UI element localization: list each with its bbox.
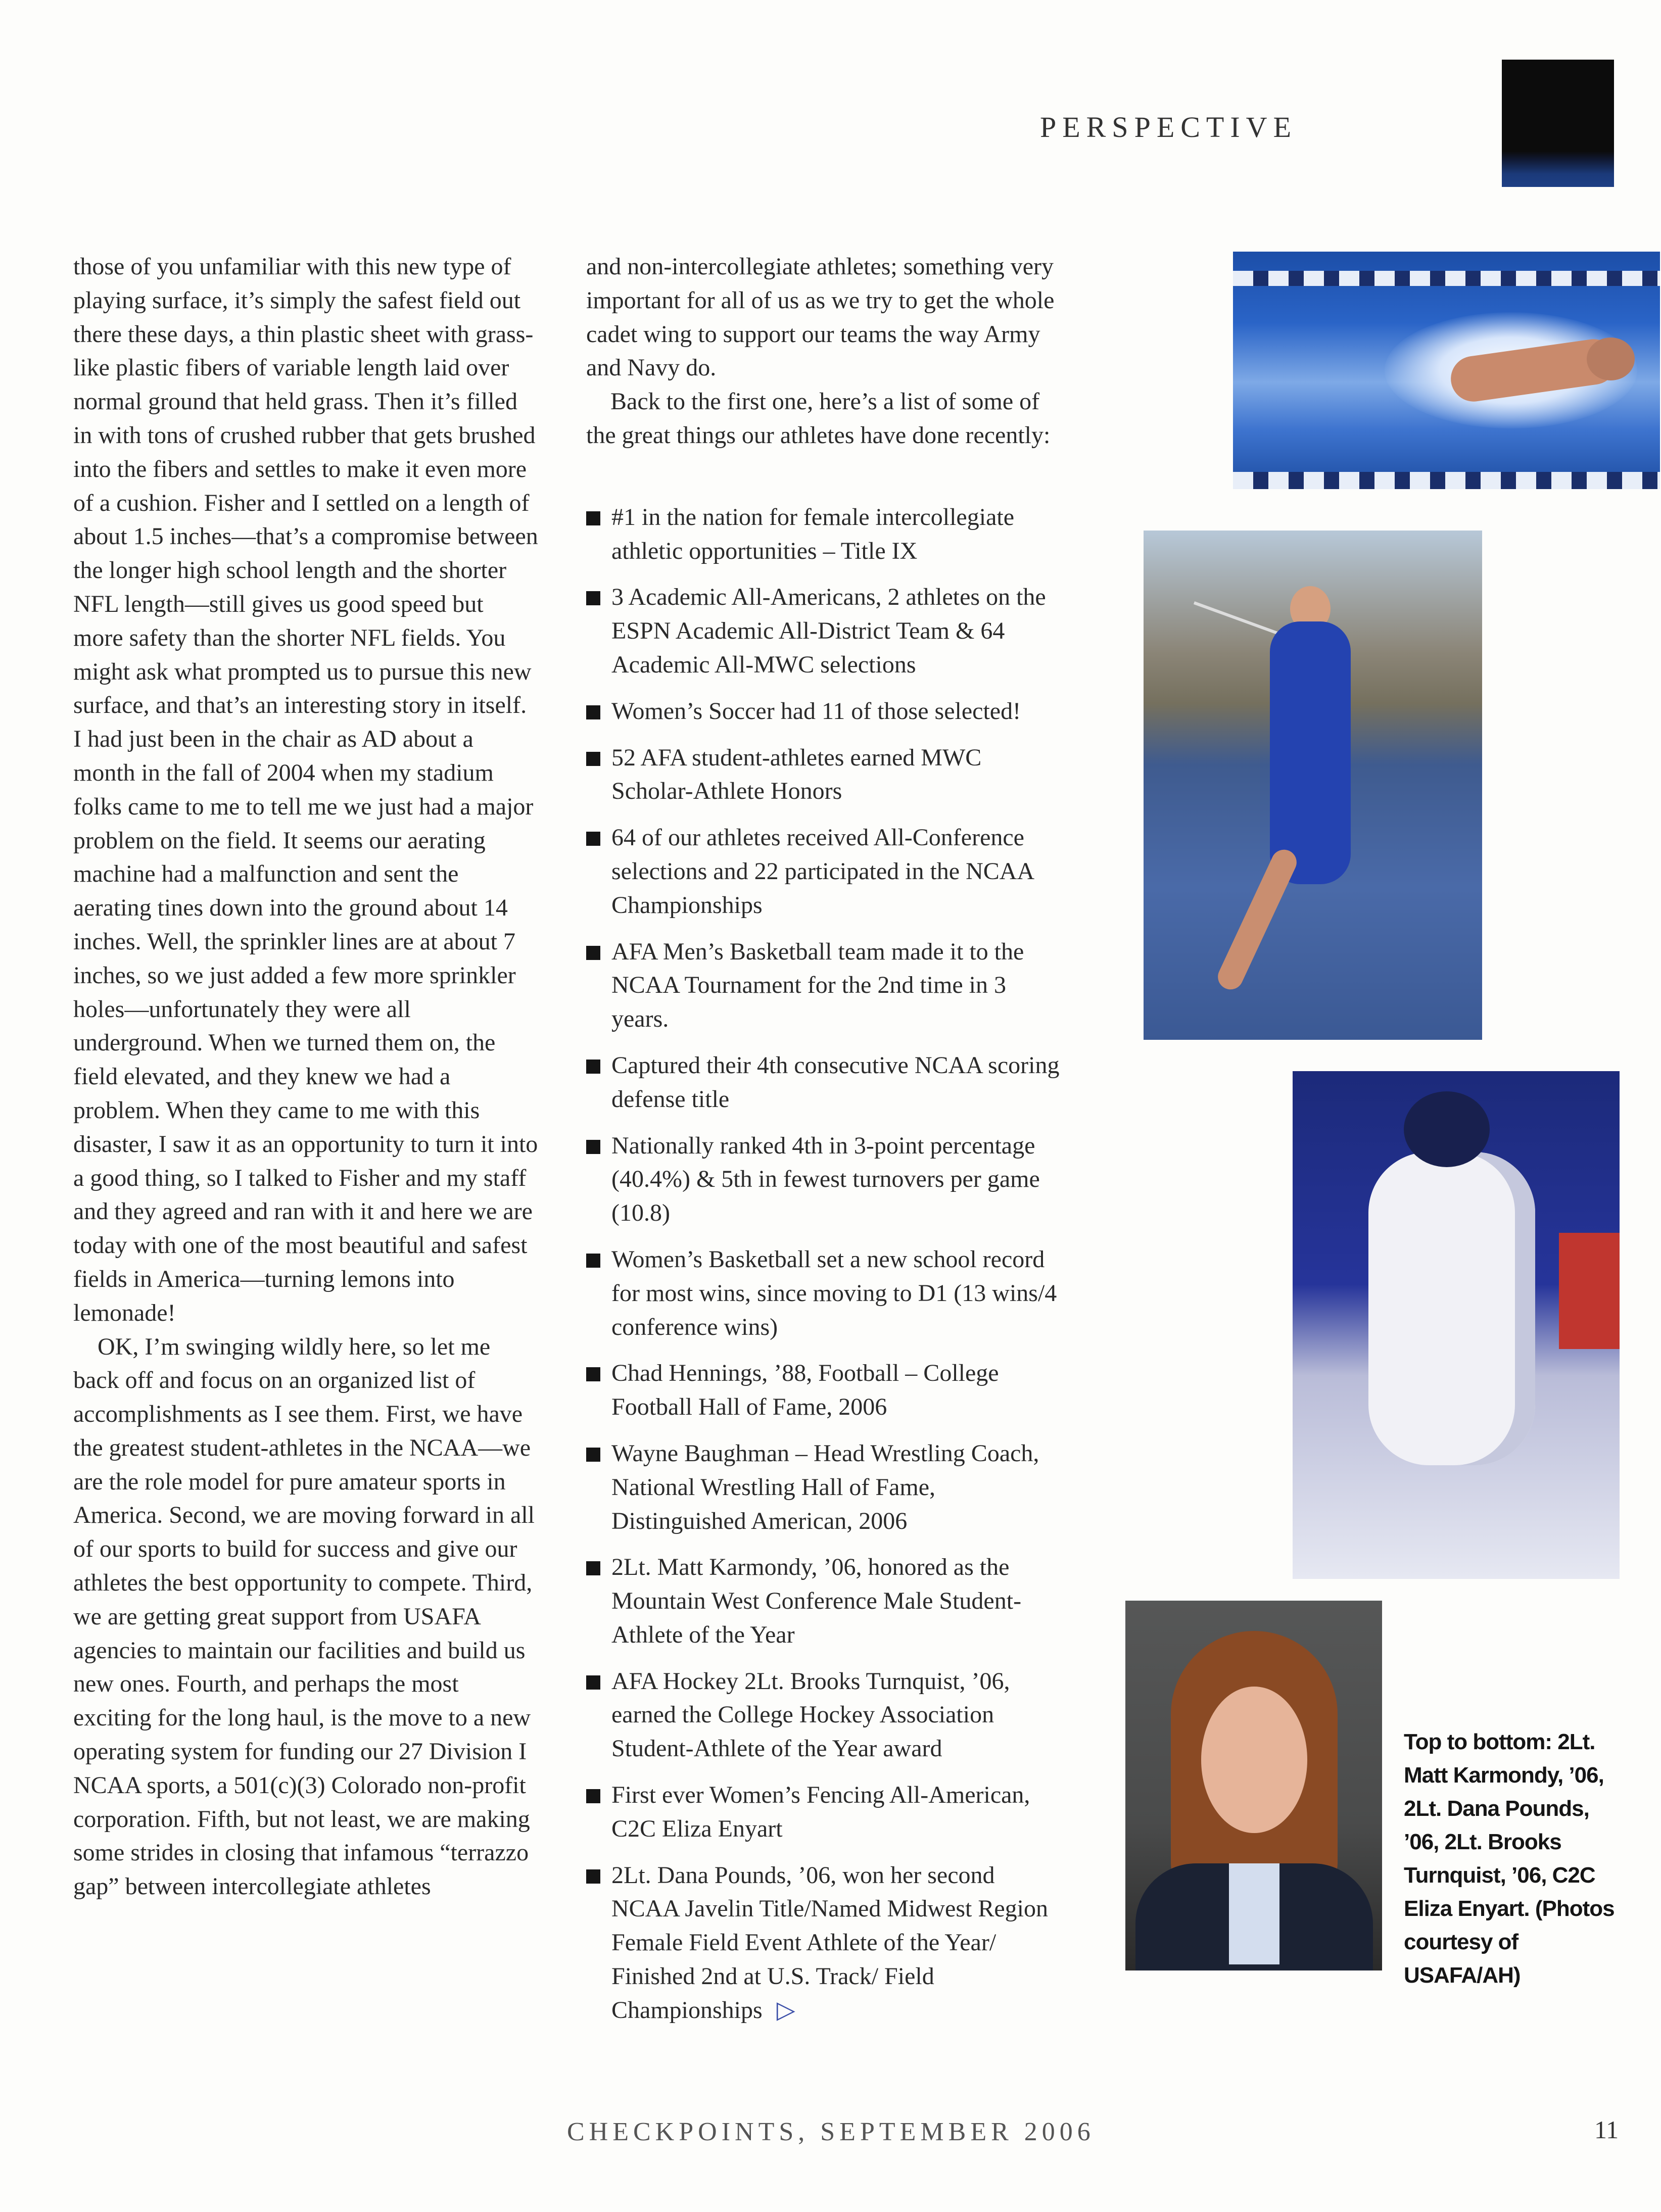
- list-item: Women’s Basketball set a new school record for most wins, since moving to D1 (13 wins/4 conference wins): [586, 1243, 1061, 1344]
- photo-javelin: [1144, 531, 1482, 1040]
- bullet-icon: [586, 1561, 600, 1575]
- list-item: Wayne Baughman – Head Wrestling Coach, National Wrestling Hall of Fame, Distinguished American, 2006: [586, 1437, 1061, 1538]
- photo-portrait: [1125, 1601, 1382, 1970]
- continue-arrow-icon: ▷: [776, 1996, 795, 2024]
- list-item: Women’s Soccer had 11 of those selected!: [586, 695, 1061, 729]
- left-column: [73, 250, 538, 1904]
- bullet-icon: [586, 1254, 600, 1268]
- footer-publication: CHECKPOINTS, SEPTEMBER 2006: [567, 2118, 1095, 2146]
- lane-rope-top: [1233, 271, 1660, 286]
- list-item: AFA Men’s Basketball team made it to the NCAA Tournament for the 2nd time in 3 years.: [586, 935, 1061, 1036]
- photo-swimmer: [1233, 252, 1660, 489]
- hockey-helmet: [1404, 1091, 1490, 1167]
- bullet-icon: [586, 1789, 600, 1803]
- bullet-icon: [586, 946, 600, 960]
- middle-paragraph-1: and non-intercollegiate athletes; something very important for all of us as we try to get the whole cadet wing to support our teams the way Army and Navy do.: [586, 253, 1055, 381]
- athlete-leg: [1214, 845, 1301, 993]
- photo-caption: Top to bottom: 2Lt. Matt Karmondy, ’06, 2Lt. Dana Pounds, ’06, 2Lt. Brooks Turnquist, ’06, C2C Eliza Enyart. (Photos courtesy of USAFA/AH): [1404, 1729, 1615, 1988]
- bullet-icon: [586, 1060, 600, 1074]
- list-item: Captured their 4th consecutive NCAA scoring defense title: [586, 1049, 1061, 1117]
- middle-column: [586, 250, 1061, 2040]
- photo-hockey: [1293, 1071, 1620, 1579]
- bullet-icon: [586, 752, 600, 766]
- bullet-icon: [586, 1675, 600, 1690]
- lane-rope-bottom: [1233, 472, 1660, 489]
- bullet-icon: [586, 1367, 600, 1381]
- portrait-face: [1201, 1687, 1307, 1833]
- bullet-icon: [586, 705, 600, 719]
- accomplishments-list: [586, 501, 1061, 2028]
- list-item: 3 Academic All-Americans, 2 athletes on the ESPN Academic All-District Team & 64 Academic All-MWC selections: [586, 581, 1061, 682]
- list-item: 2Lt. Matt Karmondy, ’06, honored as the Mountain West Conference Male Student-Athlete of the Year: [586, 1551, 1061, 1652]
- portrait-shirt: [1229, 1863, 1279, 1964]
- middle-paragraph-2: Back to the first one, here’s a list of some of the great things our athletes have done recently:: [586, 388, 1051, 449]
- left-paragraph-2: OK, I’m swinging wildly here, so let me back off and focus on an organized list of accomplishments as I see them. First, we have the greatest student-athletes in the NCAA—we are the role model for pure amateur sports in America. Second, we are moving forward in all of our sports to build for success and give our athletes the best opportunity to compete. Third, we are getting great support from USAFA agencies to maintain our facilities and build us new ones. Fourth, and perhaps the most exciting for the long haul, is the move to a new operating system for funding our 27 Division I NCAA sports, a 501(c)(3) Colorado non-profit corporation. Fifth, but not least, we are making some strides in closing that infamous “terrazzo gap” between intercollegiate athletes: [73, 1333, 535, 1900]
- left-paragraph-1: those of you unfamiliar with this new type of playing surface, it’s simply the safest field out there these days, a thin plastic sheet with grass-like plastic fibers of variable length laid over normal ground that held grass. Then it’s filled in with tons of crushed rubber that gets brushed into the fibers and settles to make it even more of a cushion. Fisher and I settled on a length of about 1.5 inches—that’s a compromise between the longer high school length and the shorter NFL length—still gives us good speed but more safety than the shorter NFL fields. You might ask what prompted us to pursue this new surface, and that’s an interesting story in itself. I had just been in the chair as AD about a month in the fall of 2004 when my stadium folks came to me to tell me we just had a major problem on the field. It seems our aerating machine had a malfunction and sent the aerating tines down into the ground about 14 inches. Well, the sprinkler lines are at about 7 inches, so we just added a few more sprinkler holes—unfortunately they were all underground. When we turned them on, the field elevated, and they knew we had a problem. When they came to me with this disaster, I saw it as an opportunity to turn it into a good thing, so I talked to Fisher and my staff and they agreed and ran with it and here we are today with one of the most beautiful and safest fields in America—turning lemons into lemonade!: [73, 253, 538, 1326]
- list-item: Chad Hennings, ’88, Football – College Football Hall of Fame, 2006: [586, 1357, 1061, 1424]
- list-item: 52 AFA student-athletes earned MWC Scholar-Athlete Honors: [586, 741, 1061, 809]
- bullet-icon: [586, 591, 600, 605]
- list-item: 2Lt. Dana Pounds, ’06, won her second NCAA Javelin Title/Named Midwest Region Female Field Event Athlete of the Year/ Finished 2nd at U.S. Track/ Field Championships ▷: [586, 1859, 1061, 2028]
- athlete-body: [1270, 621, 1351, 884]
- bullet-icon: [586, 511, 600, 525]
- bullet-icon: [586, 1140, 600, 1154]
- bullet-icon: [586, 1869, 600, 1884]
- hockey-player: [1368, 1152, 1535, 1465]
- section-header: PERSPECTIVE: [1039, 111, 1297, 143]
- arena-banner: [1559, 1233, 1620, 1349]
- bullet-icon: [586, 1448, 600, 1462]
- list-item: 64 of our athletes received All-Conference selections and 22 participated in the NCAA Championships: [586, 821, 1061, 922]
- header-color-block: [1502, 60, 1614, 187]
- list-item: #1 in the nation for female intercollegiate athletic opportunities – Title IX: [586, 501, 1061, 568]
- list-item: First ever Women’s Fencing All-American, C2C Eliza Enyart: [586, 1778, 1061, 1846]
- list-item: AFA Hockey 2Lt. Brooks Turnquist, ’06, earned the College Hockey Association Student-Athlete of the Year award: [586, 1665, 1061, 1766]
- swimmer-head: [1587, 338, 1635, 380]
- list-item: Nationally ranked 4th in 3-point percentage (40.4%) & 5th in fewest turnovers per game (10.8): [586, 1129, 1061, 1230]
- bullet-icon: [586, 832, 600, 846]
- page-number: 11: [1594, 2115, 1619, 2144]
